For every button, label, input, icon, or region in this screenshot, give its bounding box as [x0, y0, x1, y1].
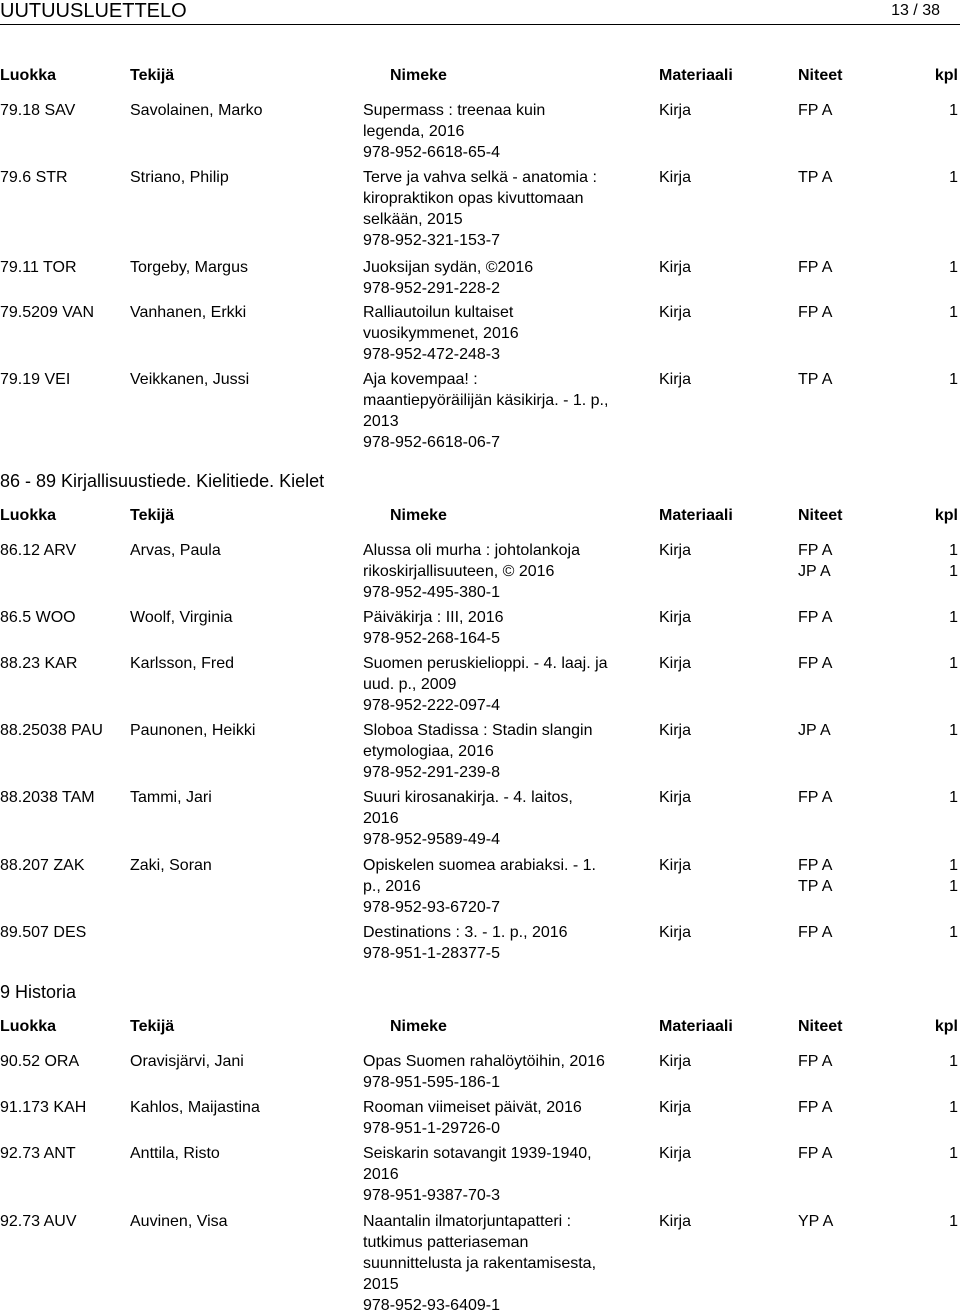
- entry-niteet: [798, 1051, 832, 1072]
- entry-nimeke: [363, 257, 643, 299]
- entry-kpl: [949, 100, 958, 121]
- entry-materiaali: Kirja: [659, 1145, 692, 1162]
- entry-kpl-line: 1: [949, 1053, 958, 1070]
- entry-nimeke: [363, 1143, 643, 1206]
- entry-nimeke: [363, 369, 643, 453]
- entry-nimeke-line: Opas Suomen rahalöytöihin, 2016: [363, 1053, 605, 1070]
- entry-kpl-line: 1: [949, 1145, 958, 1162]
- entry-kpl-line: 1: [949, 857, 958, 874]
- entry-materiaali: Kirja: [659, 789, 692, 806]
- entry-materiaali: Kirja: [659, 1053, 692, 1070]
- entry-kpl-line: 1: [949, 1213, 958, 1230]
- entry-niteet-line: FP A: [798, 789, 833, 806]
- entry-tekija: Torgeby, Margus: [130, 259, 248, 276]
- entry-luokka: 92.73 ANT: [0, 1145, 76, 1162]
- entry-nimeke: [363, 653, 643, 716]
- entry-niteet-line: FP A: [798, 1099, 833, 1116]
- entry-niteet: [798, 1097, 832, 1118]
- entry-tekija: Vanhanen, Erkki: [130, 304, 247, 321]
- entry-materiaali: Kirja: [659, 924, 692, 941]
- entry-nimeke-line: 2016: [363, 810, 399, 827]
- entry-niteet: [798, 855, 832, 897]
- entry-niteet-line: FP A: [798, 259, 833, 276]
- entry-kpl: [949, 302, 958, 323]
- entry-nimeke-line: 2015: [363, 1276, 399, 1293]
- column-header-materiaali: Materiaali: [659, 1018, 733, 1035]
- entry-nimeke-line: Suomen peruskielioppi. - 4. laaj. ja: [363, 655, 608, 672]
- entry-kpl: [949, 653, 958, 674]
- entry-materiaali: Kirja: [659, 371, 692, 388]
- entry-niteet-line: TP A: [798, 169, 833, 186]
- entry-nimeke-line: Supermass : treenaa kuin: [363, 102, 546, 119]
- entry-nimeke-line: 978-952-472-248-3: [363, 346, 500, 363]
- column-header-materiaali: Materiaali: [659, 67, 733, 84]
- entry-nimeke: [363, 787, 643, 850]
- entry-nimeke-line: legenda, 2016: [363, 123, 465, 140]
- entry-nimeke-line: Suuri kirosanakirja. - 4. laitos,: [363, 789, 573, 806]
- entry-nimeke-line: 978-952-93-6720-7: [363, 899, 500, 916]
- entry-kpl: [949, 1143, 958, 1164]
- column-header-tekija: Tekijä: [130, 1018, 175, 1035]
- entry-tekija: Karlsson, Fred: [130, 655, 235, 672]
- column-header-materiaali: Materiaali: [659, 507, 733, 524]
- entry-kpl-line: 1: [949, 789, 958, 806]
- section-title: 9 Historia: [0, 982, 77, 1002]
- entry-nimeke-line: uud. p., 2009: [363, 676, 457, 693]
- page-header: [0, 0, 960, 25]
- entry-luokka: 86.12 ARV: [0, 542, 77, 559]
- entry-nimeke-line: Ralliautoilun kultaiset: [363, 304, 514, 321]
- column-header-nimeke: Nimeke: [390, 1018, 447, 1035]
- entry-niteet: [798, 540, 832, 582]
- entry-nimeke-line: 978-952-291-239-8: [363, 764, 500, 781]
- entry-nimeke-line: 978-952-321-153-7: [363, 232, 500, 249]
- entry-nimeke-line: selkään, 2015: [363, 211, 463, 228]
- entry-nimeke-line: rikoskirjallisuuteen, © 2016: [363, 563, 555, 580]
- entry-kpl-line: 1: [949, 722, 958, 739]
- entry-kpl-line: 1: [949, 542, 958, 559]
- entry-nimeke-line: 2013: [363, 413, 399, 430]
- entry-kpl-line: 1: [949, 102, 958, 119]
- entry-materiaali: Kirja: [659, 609, 692, 626]
- entry-niteet-line: FP A: [798, 102, 833, 119]
- entry-luokka: 92.73 AUV: [0, 1213, 77, 1230]
- entry-niteet: [798, 653, 832, 674]
- entry-kpl-line: 1: [949, 304, 958, 321]
- entry-nimeke-line: 978-952-222-097-4: [363, 697, 500, 714]
- entry-kpl-line: 1: [949, 371, 958, 388]
- entry-tekija: Savolainen, Marko: [130, 102, 263, 119]
- entry-tekija: Oravisjärvi, Jani: [130, 1053, 244, 1070]
- entry-nimeke: [363, 540, 643, 603]
- entry-kpl-line: 1: [949, 259, 958, 276]
- entry-niteet: [798, 257, 832, 278]
- section-title: 86 - 89 Kirjallisuustiede. Kielitiede. Kielet: [0, 471, 325, 491]
- column-header-luokka: Luokka: [0, 1018, 57, 1035]
- entry-niteet: [798, 720, 831, 741]
- entry-tekija: Arvas, Paula: [130, 542, 221, 559]
- entry-luokka: 88.207 ZAK: [0, 857, 85, 874]
- entry-luokka: 79.19 VEI: [0, 371, 71, 388]
- entry-nimeke: [363, 1097, 643, 1139]
- entry-nimeke-line: 978-951-595-186-1: [363, 1074, 500, 1091]
- entry-kpl: [949, 787, 958, 808]
- entry-tekija: Tammi, Jari: [130, 789, 212, 806]
- entry-nimeke-line: 978-952-93-6409-1: [363, 1297, 500, 1314]
- entry-luokka: 79.5209 VAN: [0, 304, 94, 321]
- column-header-niteet: Niteet: [798, 67, 843, 84]
- entry-nimeke-line: Päiväkirja : III, 2016: [363, 609, 504, 626]
- entry-tekija: Woolf, Virginia: [130, 609, 233, 626]
- entry-niteet-line: YP A: [798, 1213, 834, 1230]
- entry-materiaali: Kirja: [659, 1099, 692, 1116]
- entry-nimeke-line: tutkimus patteriaseman: [363, 1234, 529, 1251]
- entry-materiaali: Kirja: [659, 857, 692, 874]
- entry-nimeke-line: 2016: [363, 1166, 399, 1183]
- entry-materiaali: Kirja: [659, 722, 692, 739]
- entry-nimeke-line: 978-951-1-29726-0: [363, 1120, 500, 1137]
- entry-tekija: Anttila, Risto: [130, 1145, 220, 1162]
- entry-luokka: 79.18 SAV: [0, 102, 76, 119]
- entry-kpl-line: 1: [949, 878, 958, 895]
- column-header-nimeke: Nimeke: [390, 507, 447, 524]
- entry-nimeke-line: p., 2016: [363, 878, 421, 895]
- entry-luokka: 79.11 TOR: [0, 259, 77, 276]
- document-title: UUTUUSLUETTELO: [0, 0, 187, 22]
- column-header-nimeke: Nimeke: [390, 67, 447, 84]
- entry-niteet-line: FP A: [798, 609, 833, 626]
- entry-nimeke-line: Aja kovempaa! :: [363, 371, 478, 388]
- entry-nimeke-line: Seiskarin sotavangit 1939-1940,: [363, 1145, 592, 1162]
- entry-niteet-line: FP A: [798, 857, 833, 874]
- entry-luokka: 88.23 KAR: [0, 655, 78, 672]
- entry-nimeke-line: maantiepyöräilijän käsikirja. - 1. p.,: [363, 392, 609, 409]
- entry-nimeke-line: 978-952-6618-06-7: [363, 434, 500, 451]
- entry-niteet: [798, 1143, 832, 1164]
- entry-niteet: [798, 100, 832, 121]
- entry-niteet-line: JP A: [798, 722, 831, 739]
- entry-kpl: [949, 257, 958, 278]
- entry-nimeke: [363, 1051, 643, 1093]
- entry-luokka: 88.2038 TAM: [0, 789, 95, 806]
- column-header-kpl: kpl: [934, 1018, 958, 1035]
- entry-kpl: [949, 607, 958, 628]
- entry-kpl: [949, 720, 958, 741]
- entry-luokka: 89.507 DES: [0, 924, 87, 941]
- entry-kpl: [949, 855, 958, 897]
- entry-niteet-line: FP A: [798, 655, 833, 672]
- entry-luokka: 88.25038 PAU: [0, 722, 103, 739]
- entry-nimeke-line: 978-951-1-28377-5: [363, 945, 500, 962]
- entry-nimeke: [363, 302, 643, 365]
- column-header-tekija: Tekijä: [130, 67, 175, 84]
- column-header-niteet: Niteet: [798, 1018, 843, 1035]
- entry-kpl: [949, 1051, 958, 1072]
- entry-kpl-line: 1: [949, 169, 958, 186]
- entry-nimeke-line: kiropraktikon opas kivuttomaan: [363, 190, 584, 207]
- entry-niteet: [798, 922, 832, 943]
- entry-nimeke-line: 978-951-9387-70-3: [363, 1187, 500, 1204]
- entry-nimeke: [363, 100, 643, 163]
- entry-nimeke: [363, 855, 643, 918]
- entry-kpl-line: 1: [949, 563, 958, 580]
- entry-nimeke-line: Terve ja vahva selkä - anatomia :: [363, 169, 597, 186]
- entry-nimeke-line: Juoksijan sydän, ©2016: [363, 259, 534, 276]
- entry-materiaali: Kirja: [659, 102, 692, 119]
- entry-materiaali: Kirja: [659, 542, 692, 559]
- entry-luokka: 79.6 STR: [0, 169, 68, 186]
- entry-niteet-line: TP A: [798, 878, 833, 895]
- entry-nimeke-line: suunnittelusta ja rakentamisesta,: [363, 1255, 597, 1272]
- entry-tekija: Striano, Philip: [130, 169, 229, 186]
- column-header-row: [0, 67, 960, 87]
- entry-materiaali: Kirja: [659, 655, 692, 672]
- column-header-luokka: Luokka: [0, 507, 57, 524]
- column-header-row: [0, 507, 960, 527]
- entry-nimeke-line: 978-952-495-380-1: [363, 584, 500, 601]
- entry-niteet: [798, 167, 832, 188]
- entry-kpl-line: 1: [949, 609, 958, 626]
- entry-kpl: [949, 922, 958, 943]
- entry-nimeke: [363, 922, 643, 964]
- entry-nimeke-line: vuosikymmenet, 2016: [363, 325, 519, 342]
- column-header-kpl: kpl: [934, 507, 958, 524]
- entry-niteet-line: FP A: [798, 924, 833, 941]
- entry-nimeke-line: 978-952-9589-49-4: [363, 831, 500, 848]
- entry-tekija: Veikkanen, Jussi: [130, 371, 250, 388]
- column-header-kpl: kpl: [934, 67, 958, 84]
- column-header-niteet: Niteet: [798, 507, 843, 524]
- column-header-tekija: Tekijä: [130, 507, 175, 524]
- entry-materiaali: Kirja: [659, 169, 692, 186]
- entry-nimeke-line: 978-952-6618-65-4: [363, 144, 500, 161]
- column-header-luokka: Luokka: [0, 67, 57, 84]
- entry-niteet-line: FP A: [798, 542, 833, 559]
- entry-nimeke-line: Alussa oli murha : johtolankoja: [363, 542, 581, 559]
- entry-kpl-line: 1: [949, 1099, 958, 1116]
- entry-tekija: Auvinen, Visa: [130, 1213, 228, 1230]
- entry-tekija: Zaki, Soran: [130, 857, 212, 874]
- entry-niteet: [798, 607, 832, 628]
- page-number: 13 / 38: [891, 2, 940, 19]
- entry-tekija: Kahlos, Maijastina: [130, 1099, 260, 1116]
- entry-kpl: [949, 1097, 958, 1118]
- entry-niteet-line: FP A: [798, 1145, 833, 1162]
- entry-nimeke-line: Naantalin ilmatorjuntapatteri :: [363, 1213, 572, 1230]
- entry-niteet-line: FP A: [798, 1053, 833, 1070]
- entry-niteet: [798, 302, 832, 323]
- entry-niteet-line: TP A: [798, 371, 833, 388]
- entry-nimeke-line: etymologiaa, 2016: [363, 743, 494, 760]
- entry-niteet: [798, 1211, 833, 1232]
- entry-niteet: [798, 369, 832, 390]
- entry-materiaali: Kirja: [659, 304, 692, 321]
- entry-kpl-line: 1: [949, 655, 958, 672]
- entry-luokka: 86.5 WOO: [0, 609, 76, 626]
- entry-nimeke: [363, 1211, 643, 1316]
- entry-kpl-line: 1: [949, 924, 958, 941]
- entry-kpl: [949, 540, 958, 582]
- entry-tekija: Paunonen, Heikki: [130, 722, 256, 739]
- entry-nimeke-line: Rooman viimeiset päivät, 2016: [363, 1099, 582, 1116]
- entry-nimeke: [363, 720, 643, 783]
- entry-kpl: [949, 369, 958, 390]
- column-header-row: [0, 1018, 960, 1038]
- entry-nimeke-line: Sloboa Stadissa : Stadin slangin: [363, 722, 593, 739]
- entry-materiaali: Kirja: [659, 1213, 692, 1230]
- entry-niteet-line: JP A: [798, 563, 831, 580]
- entry-nimeke-line: Destinations : 3. - 1. p., 2016: [363, 924, 568, 941]
- entry-niteet: [798, 787, 832, 808]
- entry-niteet-line: FP A: [798, 304, 833, 321]
- entry-nimeke-line: 978-952-291-228-2: [363, 280, 500, 297]
- entry-kpl: [949, 167, 958, 188]
- entry-materiaali: Kirja: [659, 259, 692, 276]
- entry-kpl: [949, 1211, 958, 1232]
- entry-nimeke: [363, 167, 643, 251]
- entry-nimeke: [363, 607, 643, 649]
- entry-luokka: 90.52 ORA: [0, 1053, 80, 1070]
- entry-nimeke-line: 978-952-268-164-5: [363, 630, 500, 647]
- entry-nimeke-line: Opiskelen suomea arabiaksi. - 1.: [363, 857, 596, 874]
- entry-luokka: 91.173 KAH: [0, 1099, 87, 1116]
